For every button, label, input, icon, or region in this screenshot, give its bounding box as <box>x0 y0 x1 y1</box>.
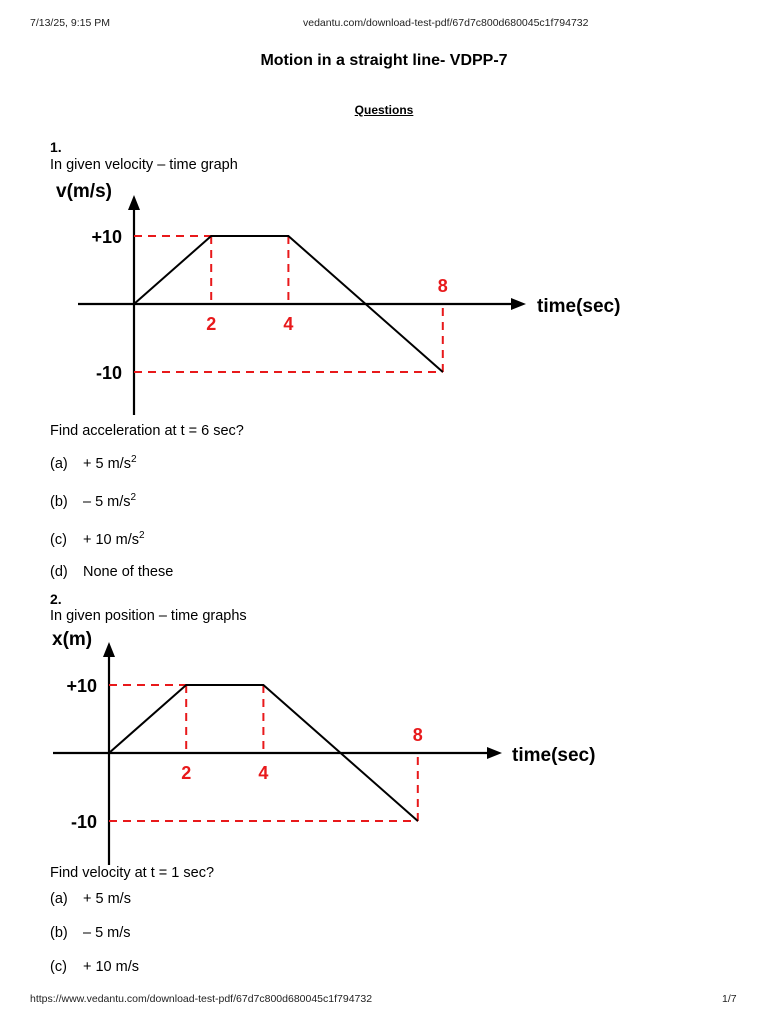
question-2-prompt: In given position – time graphs <box>50 608 247 624</box>
option-label: (a) <box>50 455 68 472</box>
option-label: (c) <box>50 531 67 548</box>
print-datetime: 7/13/25, 9:15 PM <box>30 17 110 29</box>
option-label: (d) <box>50 564 68 580</box>
y-axis-arrow-icon <box>103 642 115 657</box>
x-axis-arrow-icon <box>511 298 526 310</box>
option-label: (c) <box>50 959 67 975</box>
footer-url: https://www.vedantu.com/download-test-pdf/67d7c800d680045c1f794732 <box>30 993 373 1005</box>
x-tick-label: 4 <box>283 314 294 334</box>
x-tick-label: 4 <box>258 763 269 783</box>
option-text: + 10 m/s <box>83 959 140 975</box>
option-text: – 5 m/s <box>83 925 131 941</box>
option-1a[interactable] <box>50 454 137 472</box>
velocity-time-graph <box>0 170 768 425</box>
section-heading: Questions <box>354 103 414 117</box>
x-tick-label: 8 <box>437 276 448 296</box>
page-number: 1/7 <box>722 993 737 1005</box>
option-2a[interactable] <box>50 891 131 907</box>
page-title: Motion in a straight line- VDPP-7 <box>260 52 508 69</box>
y-axis-label: v(m/s) <box>56 181 112 202</box>
x-tick-label: 8 <box>412 725 423 745</box>
x-tick-label: 2 <box>206 314 217 334</box>
option-label: (a) <box>50 891 68 907</box>
question-1-number: 1. <box>50 139 62 155</box>
question-2-text: Find velocity at t = 1 sec? <box>50 865 215 881</box>
x-axis-label: time(sec) <box>512 745 596 766</box>
option-text: None of these <box>83 564 174 580</box>
option-superscript: 2 <box>139 530 145 541</box>
y-tick-label: +10 <box>91 227 122 247</box>
x-axis-arrow-icon <box>487 747 502 759</box>
question-2-number: 2. <box>50 591 62 607</box>
question-1-text: Find acceleration at t = 6 sec? <box>50 423 244 439</box>
option-2b[interactable] <box>50 925 131 941</box>
option-text: + 5 m/s <box>83 455 131 472</box>
x-axis-label: time(sec) <box>537 296 621 317</box>
option-label: (b) <box>50 925 68 941</box>
option-superscript: 2 <box>130 454 137 465</box>
y-axis-label: x(m) <box>52 629 93 650</box>
option-text: + 10 m/s <box>83 531 140 548</box>
print-url: vedantu.com/download-test-pdf/67d7c800d680045c1f794732 <box>303 17 589 29</box>
question-1-prompt: In given velocity – time graph <box>50 157 238 173</box>
y-tick-label: +10 <box>66 676 97 696</box>
option-1c[interactable] <box>50 530 145 548</box>
y-tick-label: -10 <box>70 812 97 832</box>
option-label: (b) <box>50 493 68 510</box>
y-axis-arrow-icon <box>128 195 140 210</box>
option-2c[interactable] <box>50 959 139 975</box>
x-tick-label: 2 <box>181 763 192 783</box>
option-1b[interactable] <box>50 492 136 510</box>
option-text: + 5 m/s <box>83 891 131 907</box>
position-time-graph <box>0 620 768 865</box>
option-text: – 5 m/s <box>83 493 131 510</box>
option-superscript: 2 <box>130 492 137 503</box>
option-1d[interactable] <box>50 564 173 580</box>
y-tick-label: -10 <box>95 363 122 383</box>
